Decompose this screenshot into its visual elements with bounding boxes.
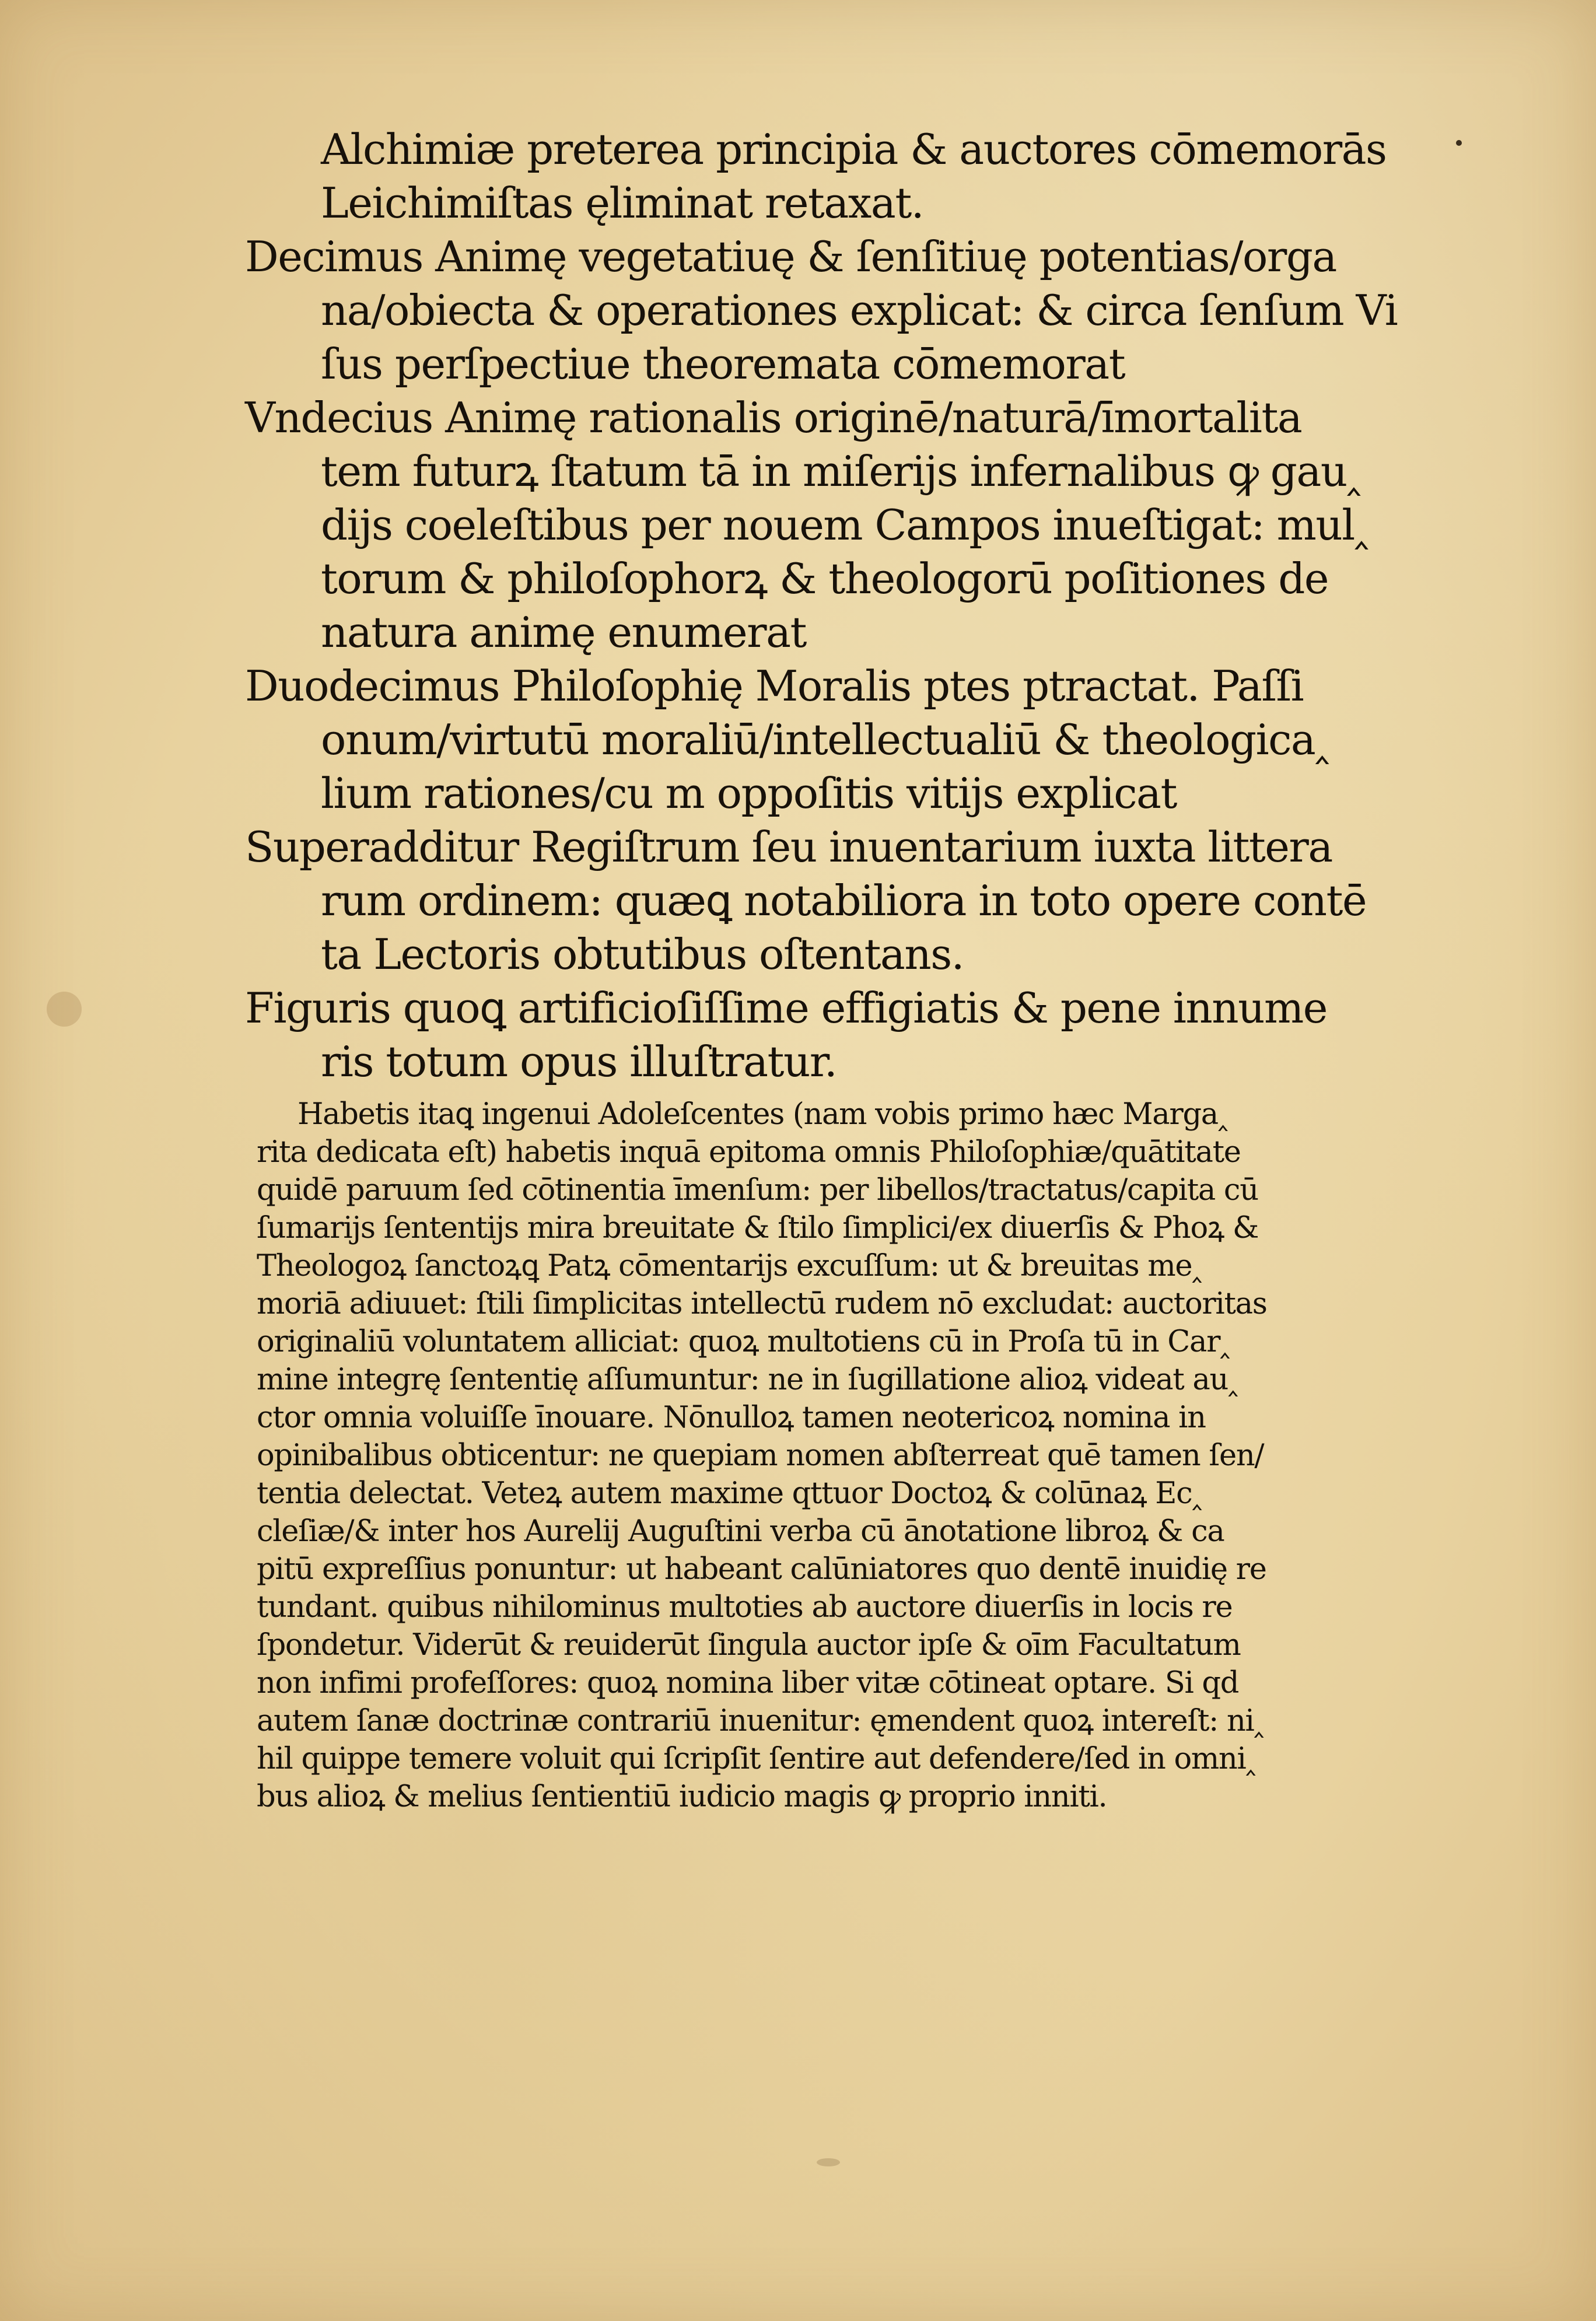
paragraph-line: tundant. quibus nihilominus multoties ab auctore diuerſis in locis re bbox=[257, 1590, 1233, 1625]
paragraph-line: originaliū voluntatem alliciat: quoꝝ multotiens cū in Proſa tū in Car‸ bbox=[257, 1325, 1230, 1359]
text-line: torum & philoſophorꝝ & theologorū poſitiones de bbox=[321, 554, 1328, 603]
text-line: onum/virtutū moraliū/intellectualiū & theologica‸ bbox=[321, 715, 1329, 764]
text-line: natura animę enumerat bbox=[321, 608, 806, 657]
paper-mark bbox=[817, 2158, 840, 2166]
paragraph-line: autem ſanæ doctrinæ contrariū inuenitur: ęmendent quoꝝ intereſt: ni‸ bbox=[257, 1704, 1264, 1738]
section-heading-line: Decimus Animę vegetatiuę & ſenſitiuę potentias/orga bbox=[245, 232, 1336, 281]
paragraph-line: ſumarijs ſententijs mira breuitate & ſtilo ſimplici/ex diuerſis & Phoꝝ & bbox=[257, 1211, 1259, 1245]
section-heading-line: Duodecimus Philoſophię Moralis ptes ptractat. Paſſi bbox=[245, 661, 1304, 710]
section-heading-line: Vndecius Animę rationalis originē/naturā/īmortalita bbox=[245, 393, 1302, 442]
paragraph-line: ctor omnia voluiſſe īnouare. Nōnulloꝝ tamen neotericoꝝ nomina in bbox=[257, 1401, 1206, 1435]
text-line: na/obiecta & operationes explicat: & circa ſenſum Vi bbox=[321, 286, 1398, 335]
paragraph-line: moriā adiuuet: ſtili ſimplicitas intellectū rudem nō excludat: auctoritas bbox=[257, 1287, 1267, 1321]
paragraph-line: bus alioꝝ & melius ſentientiū iudicio magis ꝙ proprio inniti. bbox=[257, 1780, 1107, 1814]
paper-stain bbox=[47, 992, 82, 1027]
paragraph-line: mine integrę ſententię aſſumuntur: ne in ſugillatione alioꝝ videat au‸ bbox=[257, 1363, 1238, 1397]
text-line: ſus perſpectiue theoremata cōmemorat bbox=[321, 339, 1125, 388]
section-heading-line: Figuris quoꝗ artificioſiſſime effigiatis & pene innume bbox=[245, 983, 1327, 1032]
text-line: lium rationes/cu m oppoſitis vitijs explicat bbox=[321, 769, 1177, 818]
text-line: dijs coeleſtibus per nouem Campos inueſtigat: mul‸ bbox=[321, 500, 1368, 549]
paragraph-line: hil quippe temere voluit qui ſcripſit ſentire aut defendere/ſed in omni‸ bbox=[257, 1742, 1255, 1776]
paragraph-line: tentia delectat. Veteꝝ autem maxime qttuor Doctoꝝ & colūnaꝝ Ec‸ bbox=[257, 1476, 1202, 1511]
paragraph-line: Theologoꝝ ſanctoꝝꝗ Patꝝ cōmentarijs excuſſum: ut & breuitas me‸ bbox=[257, 1249, 1202, 1283]
paragraph-line: opinibalibus obticentur: ne quepiam nomen abſterreat quē tamen ſen/ bbox=[257, 1438, 1264, 1473]
section-heading-line: Superadditur Regiſtrum ſeu inuentarium iuxta littera bbox=[245, 822, 1332, 871]
paragraph-line: cleſiæ/& inter hos Aurelij Auguſtini verba cū ānotatione libroꝝ & ca bbox=[257, 1514, 1224, 1549]
page-text bbox=[245, 122, 1447, 1816]
text-line: Alchimiæ preterea principia & auctores cōmemorās bbox=[321, 125, 1387, 174]
paragraph-line: ſpondetur. Viderūt & reuiderūt ſingula auctor ipſe & oīm Facultatum bbox=[257, 1628, 1241, 1662]
paragraph-line: quidē paruum ſed cōtinentia īmenſum: per libellos/tractatus/capita cū bbox=[257, 1173, 1258, 1207]
text-line: tem futurꝝ ſtatum tā in miſerijs infernalibus ꝙ gau‸ bbox=[321, 447, 1360, 496]
text-line: ris totum opus illuſtratur. bbox=[321, 1037, 837, 1086]
paragraph-line: rita dedicata eſt) habetis inquā epitoma omnis Philoſophiæ/quātitate bbox=[257, 1135, 1241, 1170]
paragraph-line: Habetis itaꝗ ingenui Adoleſcentes (nam vobis primo hæc Marga‸ bbox=[298, 1097, 1227, 1132]
paragraph-line: pitū expreſſius ponuntur: ut habeant calūniatores quo dentē inuidię re bbox=[257, 1552, 1266, 1587]
text-line: Leichimiſtas ęliminat retaxat. bbox=[321, 178, 924, 227]
text-line: ta Lectoris obtutibus oſtentans. bbox=[321, 930, 964, 979]
paragraph-line: non infimi profeſſores: quoꝝ nomina liber vitæ cōtineat optare. Si qd bbox=[257, 1666, 1239, 1700]
ink-dot bbox=[1456, 140, 1462, 146]
text-line: rum ordinem: quæꝗ notabiliora in toto opere contē bbox=[321, 876, 1367, 925]
preface-paragraph bbox=[245, 1095, 1447, 1816]
